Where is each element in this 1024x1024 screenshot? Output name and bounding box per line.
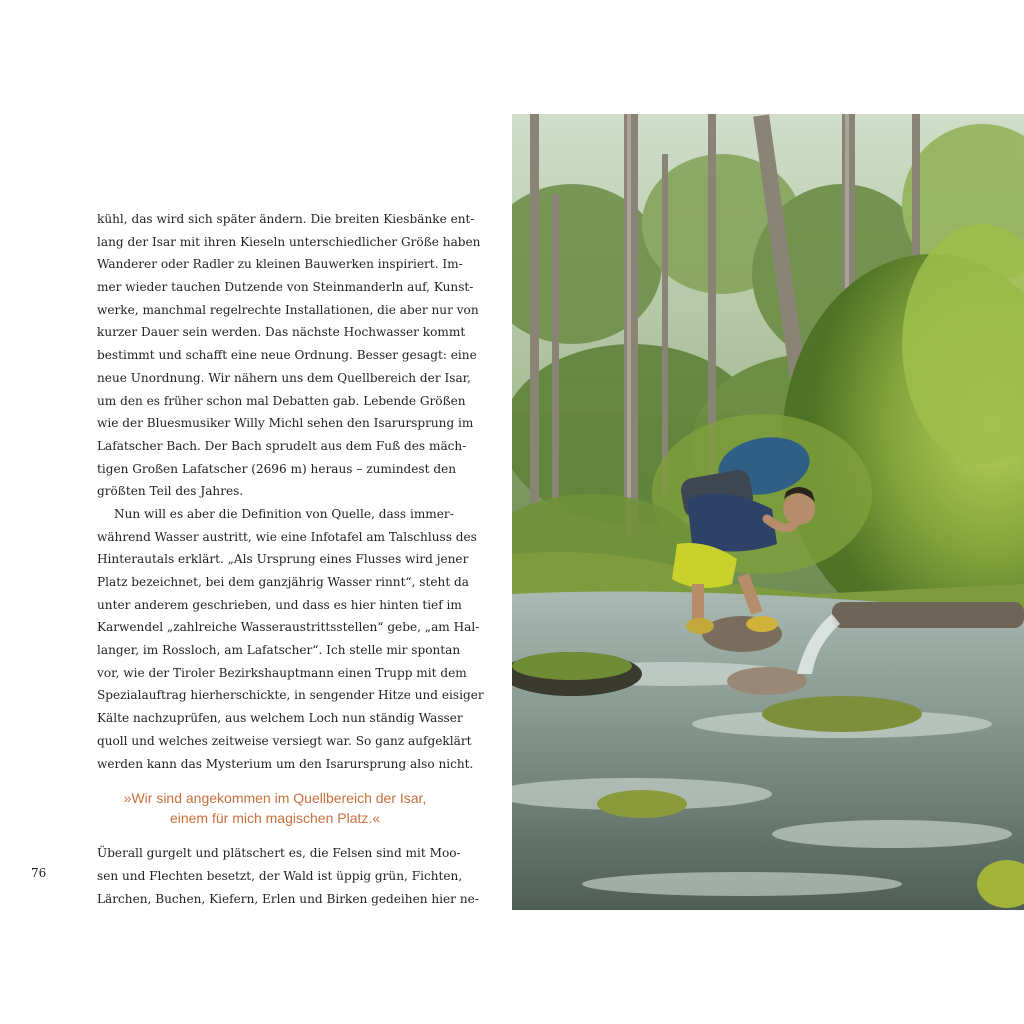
text-line: langer, im Rossloch, am Lafatscher“. Ich stelle mir spontan — [97, 643, 461, 658]
text-line: Karwendel „zahlreiche Wasseraustrittsstellen“ gebe, „am Hal- — [97, 620, 480, 635]
text-line: Kälte nachzuprüfen, aus welchem Loch nun ständig Wasser — [97, 711, 463, 726]
text-line: tigen Großen Lafatscher (2696 m) heraus – zumindest den — [97, 461, 457, 476]
hiker-at-stream-photo — [512, 114, 1024, 910]
text-line: lang der Isar mit ihren Kieseln unterschiedlicher Größe haben — [97, 234, 481, 249]
text-line: werke, manchmal regelrechte Installationen, die aber nur von — [97, 302, 479, 317]
text-line: während Wasser austritt, wie eine Infotafel am Talschluss des — [97, 529, 477, 544]
pull-quote-line: einem für mich magischen Platz.« — [169, 810, 381, 827]
photo-illustration — [512, 114, 1024, 910]
text-line: bestimmt und schafft eine neue Ordnung. Besser gesagt: eine — [97, 348, 477, 363]
text-line: werden kann das Mysterium um den Isarursprung also nicht. — [97, 756, 474, 771]
text-line: kühl, das wird sich später ändern. Die breiten Kiesbänke ent- — [97, 212, 475, 226]
text-line: Überall gurgelt und plätschert es, die Felsen sind mit Moo- — [97, 846, 461, 861]
page-number: 76 — [31, 866, 47, 880]
paragraph-3 — [97, 842, 479, 910]
pull-quote-line: »Wir sind angekommen im Quellbereich der Isar, — [123, 790, 427, 807]
text-line: sen und Flechten besetzt, der Wald ist üppig grün, Fichten, — [97, 868, 463, 883]
text-line: größten Teil des Jahres. — [97, 484, 244, 499]
text-line: neue Unordnung. Wir nähern uns dem Quellbereich der Isar, — [97, 370, 471, 385]
text-line: Hinterautals erklärt. „Als Ursprung eines Flusses wird jener — [97, 552, 469, 567]
text-line: Platz bezeichnet, bei dem ganzjährig Wasser rinnt“, steht da — [97, 575, 469, 589]
paragraph-1 — [97, 208, 481, 503]
text-line: mer wieder tauchen Dutzende von Steinmanderln auf, Kunst- — [97, 280, 474, 295]
text-line: um den es früher schon mal Debatten gab. Lebende Größen — [97, 393, 466, 408]
text-line: Spezialauftrag hierherschickte, in sengender Hitze und eisiger — [97, 688, 484, 703]
text-line: unter anderem geschrieben, und dass es hier hinten tief im — [97, 597, 462, 612]
text-line: Lärchen, Buchen, Kiefern, Erlen und Birken gedeihen hier ne- — [97, 891, 479, 906]
text-line: kurzer Dauer sein werden. Das nächste Hochwasser kommt — [97, 325, 466, 340]
pull-quote — [97, 788, 453, 828]
text-line: Nun will es aber die Definition von Quelle, dass immer- — [114, 506, 454, 521]
text-line: quoll und welches zeitweise versiegt war. So ganz aufgeklärt — [97, 733, 472, 748]
text-column — [97, 208, 484, 910]
text-line: vor, wie der Tiroler Bezirkshauptmann einen Trupp mit dem — [97, 665, 467, 680]
paragraph-2 — [97, 503, 484, 775]
text-line: wie der Bluesmusiker Willy Michl sehen den Isarursprung im — [97, 416, 474, 431]
text-line: Lafatscher Bach. Der Bach sprudelt aus dem Fuß des mäch- — [97, 438, 467, 453]
text-line: Wanderer oder Radler zu kleinen Bauwerken inspiriert. Im- — [97, 257, 463, 272]
